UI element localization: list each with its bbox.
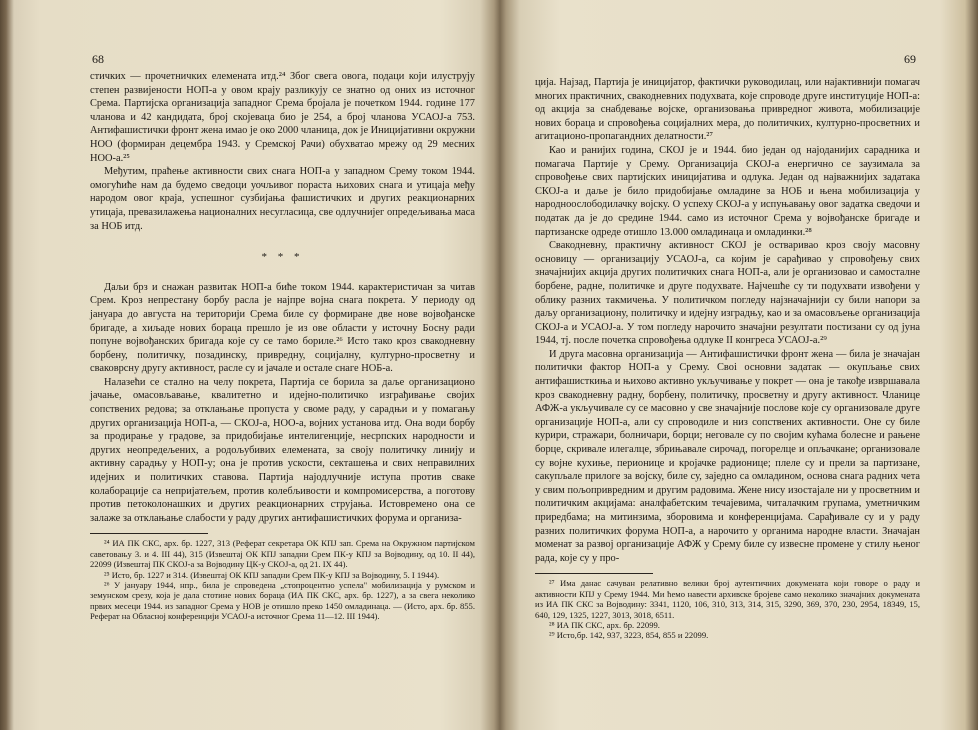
- page-body: [90, 70, 475, 622]
- footnote: ²⁶ У јануару 1944, нпр., била је спроведена „стопроцентно успела" мобилизација у румском и земунском срезу, која је дала стотине нових бораца (ИА ПК СКС, арх. бр. 1227), а за свега неколико првих месеци 1944. из западног Срема у НОВ је отишло преко 1450 омладинаца. — (Исто, арх. бр. 855. Реферат на Обласној конференцији УСАОЈ-а источног Срема 11—12. III 1944).: [90, 580, 475, 622]
- footnote: ²⁵ Исто, бр. 1227 и 314. (Извештај ОК КПЈ западни Срем ПК-у КПЈ за Војводину, 5. I 1944).: [104, 569, 440, 580]
- left-page: [80, 0, 475, 730]
- paragraph: Налазећи се стално на челу покрета, Партија се борила за даље организационо јачање, омасовљавање, квалитетно и идејно-политичко изграђивање својих сопствених редова; за отклањање пропуста у своме раду, у сарадњи и у помагању других организација НОП-а, — СКОЈ-а, НОО-а, војних установа итд. Она води борбу за продирање у градове, за придобијање интелигенције, несрпских народности и других неопредељених, а родољубивих елемената, за своју политичку линију и активну сарадњу у НОП-у; она је против ускости, секташења и свих неправилних идејних и политичких ставова. Партија најодлучније иступа против сваке колаборације са непријатељем, против колебљивости и компромисерства, а поготову против петоколонашких и других реакционарних струјања. Истовремено она се залаже за отклањање слабости у раду других антифашистичких форума и организа-: [90, 376, 475, 524]
- page-number: 68: [92, 52, 104, 66]
- page-body: [535, 76, 920, 641]
- footnote: ²⁷ Има данас сачуван релативно велики број аутентичних докумената који говоре о раду и активности КПЈ у Срему 1944. Ми ћемо навести архивске бројеве само неколико значајних докумената из ИА ПК СКС за Војводину: 3341, 1120, 106, 310, 313, 314, 315, 3290, 369, 370, 230, 2954, 18349, 15, 640, 129, 1325, 1227, 3013, 3018, 6511.: [535, 578, 920, 620]
- right-page: [525, 0, 920, 730]
- footnote: ²⁹ Исто,бр. 142, 937, 3223, 854, 855 и 22099.: [549, 630, 709, 641]
- paragraph: Даљи брз и снажан развитак НОП-а биће током 1944. карактеристичан за читав Срем. Кроз непрестану борбу расла је најпре војна снага покрета. У периоду од јануара до августа на територији Срема биле су формиране две нове војвођанске бригаде, а хиљаде нових бораца прешло је из ове области у источну Босну ради попуне војвођанских бригада које су се тамо бориле.²⁶ Исто тако кроз свакодневну борбену, политичку, позадинску, привредну, социјалну, културно-просветну и сваковрсну другу активност, расле су и јачале и остале снаге НОБ-а.: [90, 281, 475, 375]
- paragraph: Као и ранијих година, СКОЈ је и 1944. био један од најоданијих сарадника и помагача Партије у Срему. Организација СКОЈ-а енергично се заузимала за спровођење свих партијских иницијатива и одлука. Један од најважнијих задатака СКОЈ-а и даље је било придобијање омладине за НОБ и њена мобилизација у народноослободилачку војску. О успеху СКОЈ-а у испуњавању овог задатка сведочи и податак да је до средине 1944. само из источног Срема у војвођанске бригаде и партизанске одреде отишло 13.000 омладинаца и омладинки.²⁸: [535, 144, 920, 238]
- paragraph: ција. Најзад, Партија је иницијатор, фактички руководилац, или најактивнији помагач многих практичних, свакодневних подухвата, које спроводе друге институције НОП-а: од акција за снабдевање војске, организовања привредног живота, мобилизације нових бораца и спровођења социјалних мера, до политичких, културно-просветних и агитационо-пропагандних делатности.²⁷: [535, 77, 920, 143]
- paragraph: Свакодневну, практичну активност СКОЈ је остваривао кроз своју масовну основицу — организацију УСАОЈ-а, са којим је сарађивао у спровођењу свих значајнијих акција других политичких снага НОП-а, али је организовао и самосталне борбене, радне, политичке и друге подухвате. Најчешће су ти подухвати извођени у облику разних такмичења. У политичком погледу најзначајнији су били напори за даљу организациону, политичку и идејну изградњу, као и за омасовљење организација СКОЈ-а и УСАОЈ-а. У том погледу нарочито значајни резултати постизани су од јуна 1944, тј. после почетка спровођења одлуке II конгреса УСАОЈ-а.²⁹: [535, 240, 920, 347]
- paragraph: Међутим, праћење активности свих снага НОП-а у западном Срему током 1944. омогућиће нам да будемо сведоци уочљивог пораста њихових снага и утицаја међу народом овог краја, успешног сузбијања фашистичких и других реакционарних утицаја, превазилажења националних несугласица, све одлучнијег опредељивања маса за НОБ итд.: [90, 166, 475, 232]
- footnote: ²⁴ ИА ПК СКС, арх. бр. 1227, 313 (Реферат секретара ОК КПЈ зап. Срема на Окружном партијском саветовању 3. и 4. III 44), 315 (Извештај ОК КПЈ западни Срем ПК-у КПЈ за Војводину, од 10. II 44), 22099 (Извештај ПК СКОЈ-а за Војводину ЦК-у СКОЈ-а, од 21. IX 44).: [90, 538, 475, 570]
- page-number: 69: [904, 52, 916, 66]
- paragraph: И друга масовна организација — Антифашистички фронт жена — била је значајан политички фактор НОП-а у Срему. Своі основни задатак — окупљање свих антифашисткиња и њихово активно укључивање у покрет — она је такође извршавала кроз свакодневну радну, борбену, политичку, просветну и другу активност. Чланице АФЖ-а укључивале су се масовно у све значајније послове које су организовале друге организације НОП-а, али су спроводиле и низ сопствених активности. Оне су биле курири, стражари, болничари, борци; неговале су по својим кућама болесне и рањене борце, скривале илегалце, збрињавале сирочад, погорелце и опљачкане; организовале су војне кухиње, перионице и кројачке радионице; плеле су и прели за партизане, сакупљале прилоге за војску, биле су, заједно са омладином, основа снага радних чета у свим пољопривредним и другим радовима. Жене нису изостајале ни у просветним и политичким акцијама: аналфабетским течајевима, читалачким групама, уметничким приредбама; на митинзима, зборовима и конференцијама. Сарађивале су и у раду разних политичких форума НОП-а, а нарочито у органима народне власти. Значајан моменат за развој организације АФЖ у Срему биле су извесне промене у стилу њеног рада, које су у про-: [535, 348, 920, 564]
- footnote: ²⁸ ИА ПК СКС, арх. бр. 22099.: [549, 620, 660, 630]
- section-separator: * * *: [261, 251, 304, 264]
- footnote-rule: [535, 573, 653, 574]
- footnote-rule: [90, 533, 208, 534]
- paragraph: стичких — прочетничких елемената итд.²⁴ Због свега овога, подаци који илуструју степен развијености НОП-а у овом крају разликују се знатно од оних из источног Срема. Партијска организација западног Срема бројала је почетком 1944. године 177 чланова и 42 кандидата, број скојеваца био је 254, а број чланова УСАОЈ-а 753. Антифашистички фронт жена имао је око 2000 чланица, док је Иницијативни окружни НОО (формиран децембра 1943. у Сремској Рачи) обухватао мрежу од 29 месних НОО-а.²⁵: [90, 71, 475, 164]
